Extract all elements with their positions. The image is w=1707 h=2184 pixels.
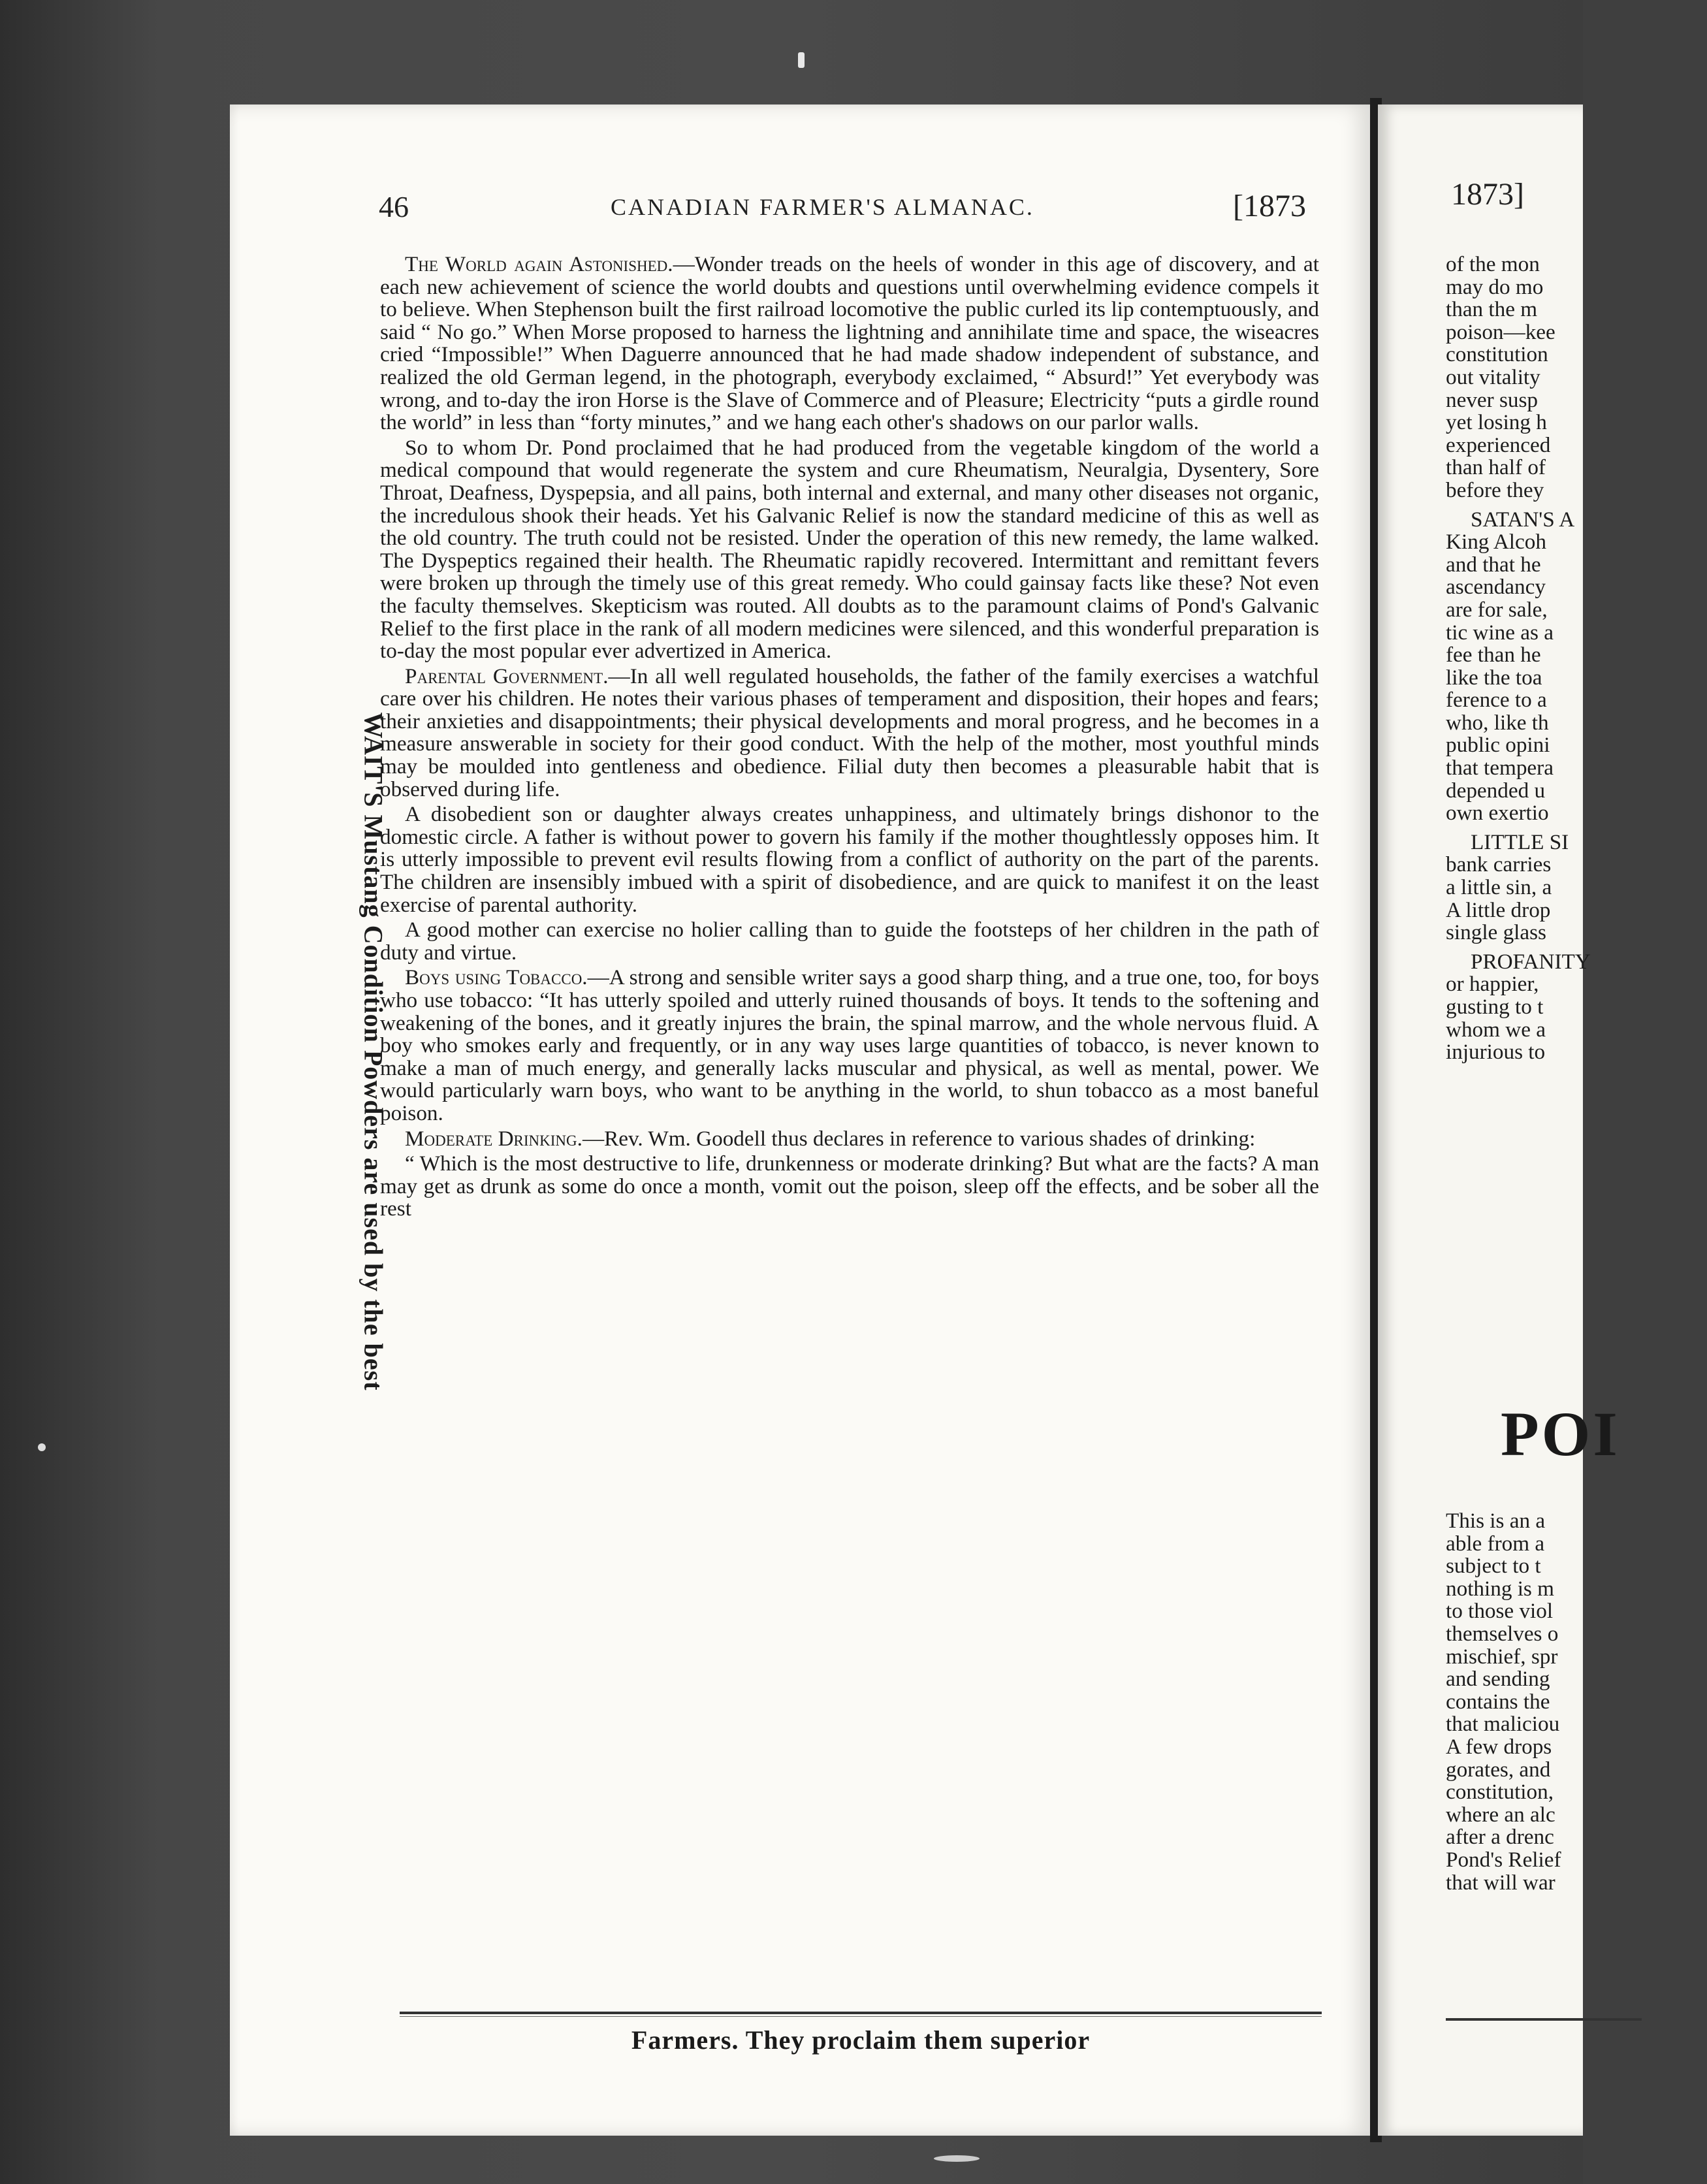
scan-speck [38, 1443, 46, 1451]
right-page-line: A little drop [1446, 897, 1551, 922]
side-advertisement-text: WAIT'S Mustang Condition Powders are used by the best [359, 712, 389, 1391]
right-page-line: of the mon [1446, 252, 1540, 276]
right-page-line: injurious to [1446, 1040, 1546, 1065]
right-page-line: own exertio [1446, 801, 1549, 826]
right-page-line: PROFANITY [1471, 949, 1591, 974]
right-page-line: that tempera [1446, 756, 1554, 780]
paragraph-heading: Boys using Tobacco. [405, 965, 588, 990]
right-page-line: that maliciou [1446, 1712, 1560, 1737]
right-page-line: who, like th [1446, 710, 1549, 735]
paragraph-text: —In all well regulated households, the father of the family exercises a watchful care over his children. He notes their various phases of temperament and disposition, their hopes and fears; their anxieties and disappointments; their physical developments and moral progress, and he becomes in a measure answerable in society for their good conduct. With the help of the mother, most youthful minds may be moulded into gentleness and obedience. Filial duty then becomes a pleasurable habit that is observed during life. [380, 664, 1319, 801]
right-page-line: Pond's Relief [1446, 1847, 1561, 1872]
right-page-line: experienced [1446, 432, 1551, 457]
paragraph [380, 437, 1319, 663]
paragraph-text: —A strong and sensible writer says a good sharp thing, and a true one, too, for boys who use tobacco: “It has utterly spoiled and utterly ruined thousands of boys. It tends to the softening and weakening of the bones, and it greatly injures the brain, the spinal marrow, and the whole nervous fluid. A boy who smokes early and frequently, or in any way uses large quantities of tobacco, is never known to make a man of much energy, and generally lacks muscular and physical, as well as mental, power. We would particularly warn boys, who want to be anything in the world, to shun tobacco as a most baneful poison. [380, 965, 1320, 1125]
running-title: CANADIAN FARMER'S ALMANAC. [611, 194, 1034, 220]
paragraph [380, 1128, 1319, 1151]
paragraph-text: A disobedient son or daughter always creates unhappiness, and ultimately brings dishonor to the domestic circle. A father is without power to govern his family if the mother thoughtlessly opposes him. It is utterly impossible to prevent evil results flowing from a conflict of authority on the part of the parents. The children are insensibly imbued with a spirit of disobedience, and are quick to manifest it on the least exercise of parental authority. [380, 802, 1319, 917]
page-number: 46 [379, 190, 409, 223]
right-page-line: gorates, and [1446, 1757, 1551, 1782]
right-page-line: SATAN'S A [1471, 507, 1575, 532]
right-page-line: nothing is m [1446, 1576, 1554, 1601]
paragraph-text: So to whom Dr. Pond proclaimed that he had produced from the vegetable kingdom of the world a medical compound that would regenerate the system and cure Rheumatism, Neuralgia, Dysentery, Sore Throat, Deafness, Dyspepsia, and all pains, both internal and external, and many other diseases not organic, the incredulous shook their heads. Yet his Galvanic Relief is now the standard medicine of this as well as the old country. The truth could not be resisted. Under the operation of this new remedy, the lame walked. The Dyspeptics regained their health. The Rheumatic rapidly recovered. Intermittant and remittant fevers were broken up through the timely use of this great remedy. Who could gainsay facts like these? Not even the faculty themselves. Skepticism was routed. All doubts as to the paramount claims of Pond's Galvanic Relief to the first place in the rank of all modern medicines were silenced, and this wonderful preparation is to-day the most popular ever advertized in America. [380, 435, 1319, 664]
paragraph-heading: The World again Astonished. [405, 252, 673, 276]
right-page-line: are for sale, [1446, 597, 1548, 622]
footer-rule [400, 2012, 1322, 2017]
paragraph-text: “ Which is the most destructive to life, drunkenness or moderate drinking? But what are the facts? A man may get as drunk as some do once a month, vomit out the poison, sleep off the effects, and be sober all the rest [380, 1151, 1319, 1221]
right-page-line: than the m [1446, 297, 1538, 322]
right-page-line: fee than he [1446, 643, 1541, 667]
scan-speck [798, 52, 805, 68]
right-page-line: able from a [1446, 1531, 1545, 1556]
right-page-line: or happier, [1446, 972, 1539, 997]
right-page-line: A few drops [1446, 1734, 1552, 1759]
right-page-line: constitution [1446, 342, 1548, 367]
right-page-line: than half of [1446, 455, 1546, 480]
paragraph [380, 919, 1319, 964]
right-page-line: mischief, spr [1446, 1644, 1558, 1669]
right-page-line: ascendancy [1446, 575, 1546, 600]
header-year: [1873 [1233, 189, 1306, 223]
paragraph [380, 1153, 1319, 1221]
right-page-line: may do mo [1446, 274, 1544, 299]
right-page-line: where an alc [1446, 1802, 1555, 1827]
right-page-line: after a drenc [1446, 1825, 1554, 1850]
right-page-line: depended u [1446, 778, 1546, 803]
right-page-line: out vitality [1446, 364, 1540, 389]
left-page-header [379, 189, 1306, 229]
right-page-line: like the toa [1446, 665, 1542, 690]
paragraph-text: A good mother can exercise no holier calling than to guide the footsteps of her children in the path of duty and virtue. [380, 918, 1319, 965]
right-page-line: constitution, [1446, 1780, 1554, 1805]
right-page-line: subject to t [1446, 1554, 1541, 1579]
right-page-line: never susp [1446, 387, 1539, 412]
right-page-big-title: POI [1501, 1399, 1620, 1469]
paragraph [380, 967, 1319, 1125]
right-page-line: LITTLE SI [1471, 829, 1569, 854]
right-page-line: to those viol [1446, 1599, 1554, 1624]
paragraph-heading: Parental Government. [405, 664, 609, 688]
right-page-line: contains the [1446, 1689, 1550, 1714]
paragraph-text: —Wonder treads on the heels of wonder in this age of discovery, and at each new achievement of science the world doubts and questions until overwhelming evidence compels it to believe. When Stephenson built the first railroad locomotive the public curled its lip contemptuously, and said “ No go.” When Morse proposed to harness the lightning and annihilate time and space, the wiseacres cried “Impossible!” When Daguerre announced that he had made shadow independent of substance, and realized the old German legend, in the photograph, everybody exclaimed, “ Absurd!” Yet everybody was wrong, and to-day the iron Horse is the Slave of Commerce and of Pleasure; Electricity “puts a girdle round the world” in less than “forty minutes,” and we hang each other's shadows on our parlor walls. [380, 252, 1319, 435]
paragraph-heading: Moderate Drinking. [405, 1126, 582, 1151]
scan-speck [934, 2155, 980, 2162]
right-page-rule [1446, 2018, 1642, 2021]
right-page-line: that will war [1446, 1870, 1555, 1895]
right-page-line: single glass [1446, 920, 1546, 945]
paragraph [380, 666, 1319, 801]
right-page-line: poison—kee [1446, 319, 1555, 344]
right-page-line: themselves o [1446, 1621, 1559, 1646]
right-page-line: whom we a [1446, 1017, 1546, 1042]
right-page-line: public opini [1446, 733, 1550, 758]
paragraph-text: —Rev. Wm. Goodell thus declares in reference to various shades of drinking: [582, 1126, 1256, 1151]
right-page-header-year: 1873] [1451, 177, 1524, 212]
right-page-line: yet losing h [1446, 410, 1547, 435]
footer-advertisement: Farmers. They proclaim them superior [631, 2025, 1091, 2055]
right-page-line: a little sin, a [1446, 875, 1552, 900]
right-page-line: before they [1446, 477, 1544, 502]
right-page-text-top [1446, 253, 1707, 1064]
paragraph [380, 253, 1319, 434]
right-page-line: gusting to t [1446, 995, 1544, 1019]
right-page-line: This is an a [1446, 1509, 1546, 1533]
article-body [380, 253, 1319, 1965]
right-page-line: bank carries [1446, 852, 1552, 877]
right-page-line: ference to a [1446, 688, 1547, 713]
right-page-line: King Alcoh [1446, 530, 1546, 554]
right-page-text-bottom [1446, 1510, 1707, 1894]
right-page-line: and that he [1446, 552, 1541, 577]
right-page-line: tic wine as a [1446, 620, 1554, 645]
paragraph [380, 803, 1319, 916]
right-page [1378, 104, 1620, 2136]
right-page-line: and sending [1446, 1667, 1550, 1692]
